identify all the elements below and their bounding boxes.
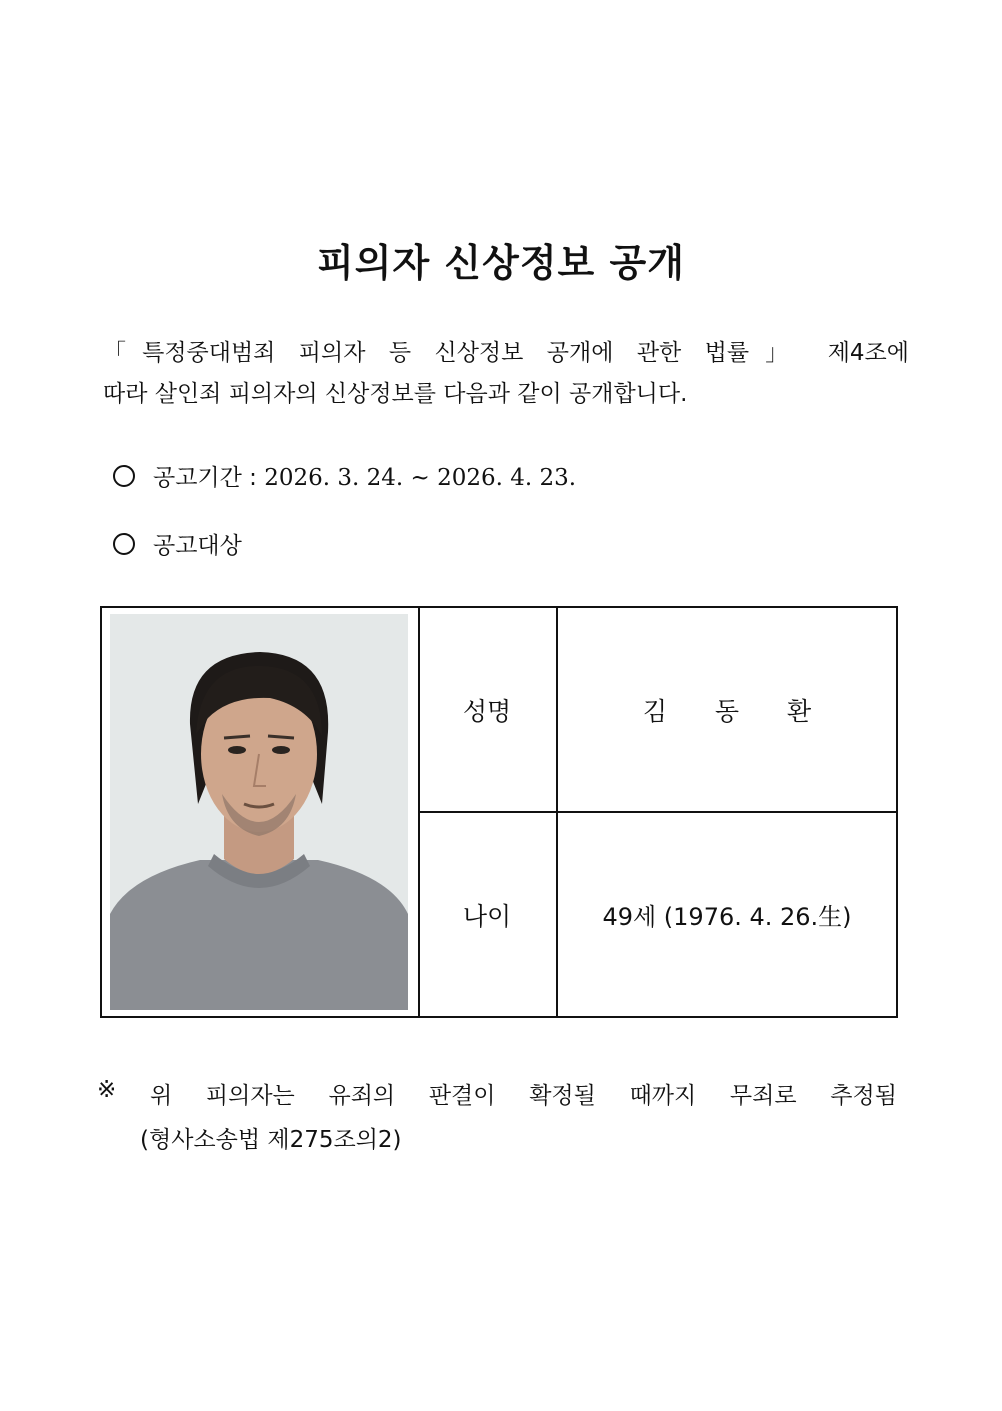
notice-target	[113, 527, 242, 560]
notice-word: 무죄로	[729, 1083, 797, 1109]
page-title: 피의자 신상정보 공개	[317, 241, 685, 285]
notice-word: 판결이	[428, 1083, 496, 1109]
intro-line-2: 따라 살인죄 피의자의 신상정보를 다음과 같이 공개합니다.	[103, 381, 688, 407]
suspect-portrait-illustration	[110, 614, 408, 1010]
photo-cell	[102, 608, 420, 1016]
suspect-info-table	[100, 606, 898, 1018]
notice-word: 확정될	[529, 1083, 596, 1109]
notice-word: 때까지	[629, 1083, 697, 1109]
notice-period	[113, 459, 576, 492]
notice-line-2: (형사소송법 제275조의2)	[140, 1127, 402, 1153]
name-value: 김 동 환	[558, 608, 896, 813]
intro-line-1: 「특정중대범죄 피의자 등 신상정보 공개에 관한 법률」 제4조에	[103, 340, 909, 366]
notice-word: 유죄의	[328, 1083, 396, 1109]
name-label: 성명	[418, 608, 558, 813]
period-value: 2026. 3. 24. ~ 2026. 4. 23.	[264, 465, 577, 491]
suspect-photo	[110, 614, 408, 1010]
notice-word: 피의자는	[205, 1083, 295, 1109]
notice-word: 추정됨	[830, 1083, 897, 1109]
notice-word: 위	[149, 1083, 173, 1109]
circle-bullet-icon	[113, 533, 135, 555]
target-label: 공고대상	[153, 533, 242, 559]
reference-mark-icon: ※	[97, 1077, 117, 1103]
circle-bullet-icon	[113, 465, 135, 487]
notice-line-1	[97, 1077, 897, 1110]
info-grid	[418, 608, 896, 1016]
age-value: 49세 (1976. 4. 26.生)	[602, 903, 852, 931]
presumption-notice	[97, 1077, 897, 1153]
age-label: 나이	[418, 813, 558, 1016]
period-label: 공고기간 :	[153, 465, 257, 491]
